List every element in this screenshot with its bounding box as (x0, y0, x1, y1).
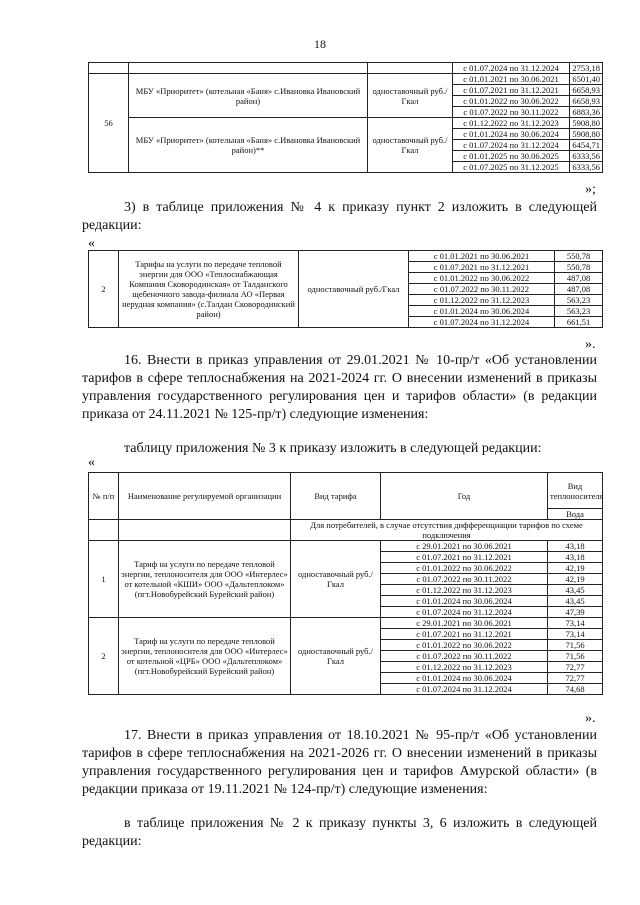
period-cell: с 01.07.2021 по 31.12.2021 (453, 85, 570, 96)
value-cell: 47,39 (548, 607, 603, 618)
value-cell: 563,23 (555, 306, 603, 317)
table-cell (119, 520, 291, 541)
value-cell: 71,56 (548, 640, 603, 651)
value-cell: 5908,80 (570, 129, 603, 140)
value-cell: 43,18 (548, 541, 603, 552)
value-cell: 6454,71 (570, 140, 603, 151)
header-type: Вид тарифа (291, 473, 381, 520)
paragraph-17-b: в таблице приложения № 2 к приказу пункты 3, 6 изложить в следующей редакции: (82, 816, 597, 849)
header-org: Наименование регулируемой организации (119, 473, 291, 520)
value-cell: 2753,18 (570, 63, 603, 74)
period-cell: с 01.01.2024 по 30.06.2024 (453, 129, 570, 140)
org-name: Тариф на услуги по передаче тепловой энергии, теплоносителя для ООО «Интерлес» от котельной «ЦРБ» ООО «Дальтеплоком» (пгт.Новобурейский Бурейский район) (119, 618, 291, 695)
table-cell (89, 63, 129, 74)
org-name: Тариф на услуги по передаче тепловой энергии, теплоносителя для ООО «Интерлес» от котельной «КШИ» ООО «Дальтеплоком» (пгт.Новобурейский Бурейский район) (119, 541, 291, 618)
period-cell: с 01.01.2024 по 30.06.2024 (381, 596, 548, 607)
row-number: 1 (89, 541, 119, 618)
period-cell: с 01.01.2024 по 30.06.2024 (409, 306, 555, 317)
paragraph-16: 16. Внести в приказ управления от 29.01.2021 № 10-пр/т «Об установлении тарифов в сфере теплоснабжения на 2021-2024 гг. О внесении изменений в приказы управления государственного регулирования цен и тарифов области» (в редакции приказа от 24.11.2021 № 125-пр/т) следующие изменения: (82, 353, 597, 422)
header-water: Вода (548, 509, 603, 520)
row-number: 2 (89, 251, 119, 328)
value-cell: 6883,36 (570, 107, 603, 118)
table-cell (129, 63, 368, 74)
tariff-type: одноставочный руб./Гкал (291, 541, 381, 618)
period-cell: с 01.01.2021 по 30.06.2021 (453, 74, 570, 85)
tariff-type: одноставочный руб./Гкал (368, 74, 453, 118)
value-cell: 5908,80 (570, 118, 603, 129)
period-cell: с 01.12.2022 по 31.12.2023 (381, 662, 548, 673)
page-number: 18 (314, 37, 326, 51)
period-cell: с 01.01.2022 по 30.06.2022 (381, 640, 548, 651)
period-cell: с 01.07.2022 по 30.11.2022 (453, 107, 570, 118)
value-cell: 563,23 (555, 295, 603, 306)
period-cell: с 01.12.2022 по 31.12.2023 (453, 118, 570, 129)
period-cell: с 01.07.2021 по 31.12.2021 (381, 629, 548, 640)
period-cell: с 01.01.2022 по 30.06.2022 (381, 563, 548, 574)
tariff-type: одноставочный руб./Гкал (368, 118, 453, 173)
period-cell: с 01.07.2022 по 30.11.2022 (381, 574, 548, 585)
value-cell: 42,19 (548, 574, 603, 585)
period-cell: с 01.07.2022 по 30.11.2022 (409, 284, 555, 295)
closing-quote: ». (585, 711, 596, 726)
value-cell: 6501,40 (570, 74, 603, 85)
header-carrier: Вид теплоносителя (548, 473, 603, 509)
period-cell: с 01.07.2024 по 31.12.2024 (453, 140, 570, 151)
value-cell: 42,19 (548, 563, 603, 574)
value-cell: 72,77 (548, 662, 603, 673)
opening-quote: « (88, 236, 95, 251)
period-cell: с 01.01.2022 по 30.06.2022 (409, 273, 555, 284)
period-cell: с 01.07.2024 по 31.12.2024 (381, 684, 548, 695)
tariff-table-2 (88, 250, 603, 328)
value-cell: 74,68 (548, 684, 603, 695)
value-cell: 6658,93 (570, 96, 603, 107)
value-cell: 661,51 (555, 317, 603, 328)
period-cell: с 01.07.2022 по 30.11.2022 (381, 651, 548, 662)
period-cell: с 01.07.2025 по 31.12.2025 (453, 162, 570, 173)
header-year: Год (381, 473, 548, 520)
period-cell: с 01.12.2022 по 31.12.2023 (409, 295, 555, 306)
period-cell: с 01.01.2024 по 30.06.2024 (381, 673, 548, 684)
row-number: 56 (89, 74, 129, 173)
org-name: МБУ «Приоритет» (котельная «Баня» с.Ивановка Ивановский район) (129, 74, 368, 118)
period-cell: с 01.01.2022 по 30.06.2022 (453, 96, 570, 107)
value-cell: 6658,93 (570, 85, 603, 96)
value-cell: 43,18 (548, 552, 603, 563)
tariff-table-1 (88, 62, 603, 173)
subheader: Для потребителей, в случае отсутствия дифференциации тарифов по схеме подключения (291, 520, 603, 541)
tariff-type: одноставочный руб./Гкал (291, 618, 381, 695)
opening-quote: « (88, 455, 95, 470)
period-cell: с 01.07.2024 по 31.12.2024 (453, 63, 570, 74)
value-cell: 550,78 (555, 262, 603, 273)
value-cell: 72,77 (548, 673, 603, 684)
table-cell (89, 520, 119, 541)
period-cell: с 01.07.2021 по 31.12.2021 (409, 262, 555, 273)
value-cell: 71,56 (548, 651, 603, 662)
value-cell: 6333,56 (570, 162, 603, 173)
value-cell: 73,14 (548, 629, 603, 640)
value-cell: 6333,56 (570, 151, 603, 162)
org-name: Тарифы на услуги по передаче тепловой энергии для ООО «Теплоснабжающая Компания Сковородинская» от Талданского щебеночного завода-филиала АО «Первая нерудная компания» (с.Талдан Сковородинский район) (119, 251, 299, 328)
period-cell: с 01.12.2022 по 31.12.2023 (381, 585, 548, 596)
closing-quote: »; (585, 182, 596, 197)
period-cell: с 01.07.2024 по 31.12.2024 (409, 317, 555, 328)
value-cell: 487,08 (555, 284, 603, 295)
paragraph-16-b: таблицу приложения № 3 к приказу изложить в следующей редакции: (124, 441, 542, 456)
value-cell: 487,08 (555, 273, 603, 284)
row-number: 2 (89, 618, 119, 695)
period-cell: с 29.01.2021 по 30.06.2021 (381, 541, 548, 552)
paragraph-3: 3) в таблице приложения № 4 к приказу пункт 2 изложить в следующей редакции: (82, 200, 597, 233)
org-name: МБУ «Приоритет» (котельная «Баня» с.Ивановка Ивановский район)** (129, 118, 368, 173)
period-cell: с 01.01.2025 по 30.06.2025 (453, 151, 570, 162)
header-num: № п/п (89, 473, 119, 520)
period-cell: с 01.07.2024 по 31.12.2024 (381, 607, 548, 618)
tariff-table-3 (88, 472, 603, 695)
value-cell: 43,45 (548, 585, 603, 596)
value-cell: 550,78 (555, 251, 603, 262)
table-cell (368, 63, 453, 74)
closing-quote: ». (585, 337, 596, 352)
value-cell: 43,45 (548, 596, 603, 607)
value-cell: 73,14 (548, 618, 603, 629)
period-cell: с 29.01.2021 по 30.06.2021 (381, 618, 548, 629)
period-cell: с 01.07.2021 по 31.12.2021 (381, 552, 548, 563)
tariff-type: одноставочный руб./Гкал (299, 251, 409, 328)
period-cell: с 01.01.2021 по 30.06.2021 (409, 251, 555, 262)
paragraph-17: 17. Внести в приказ управления от 18.10.2021 № 95-пр/т «Об установлении тарифов в сфере теплоснабжения на 2021-2026 гг. О внесении изменений в приказы управления государственного регулирования цен и тарифов Амурской области» (в редакции приказа от 19.11.2021 № 124-пр/т) следующие изменения: (82, 728, 597, 797)
